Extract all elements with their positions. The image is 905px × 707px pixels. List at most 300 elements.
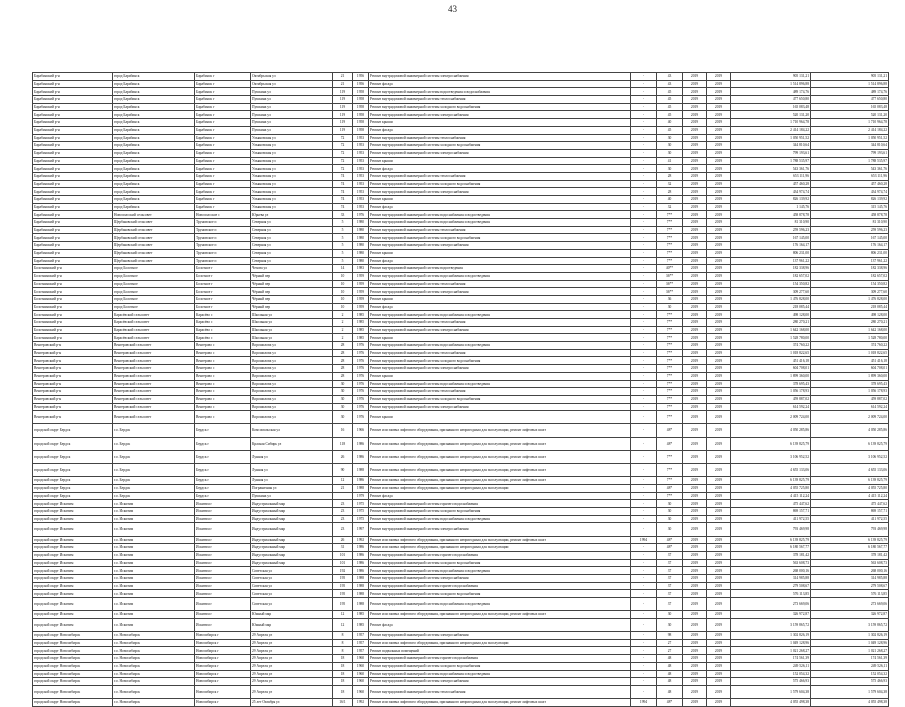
municipality-cell: городской округ Искитим xyxy=(33,618,113,631)
table-row xyxy=(33,257,889,265)
cost-fund-cell: 1 642 168,00 xyxy=(811,326,889,334)
plan-year-to-cell: 2019 xyxy=(707,188,731,196)
work-type-cell: Ремонт внутридомовой инженерной системы горячего водоснабжения xyxy=(369,582,631,590)
cost-total-cell: 1 018 822,65 xyxy=(731,349,811,357)
table-row xyxy=(33,699,889,707)
cost-total-cell: 6 139 825,79 xyxy=(731,536,811,544)
build-year-cell: 1986 xyxy=(353,559,369,567)
extra-year-cell: - xyxy=(631,303,657,311)
extra-year-cell: - xyxy=(631,126,657,134)
settlement-cell: г.о. Бердск xyxy=(113,477,195,485)
cost-total-cell: 378 181,42 xyxy=(731,551,811,559)
municipality-cell: Барабинский р-н xyxy=(33,157,113,165)
house-number-cell: 26 xyxy=(333,450,353,463)
locality-cell: Венгерово с xyxy=(195,357,251,365)
settlement-cell: Карасёвский сельсовет xyxy=(113,319,195,327)
plan-year-from-cell: 2019 xyxy=(683,523,707,536)
work-type-cell: Ремонт фасада xyxy=(369,257,631,265)
street-cell: Ворошилова ул xyxy=(251,380,333,388)
locality-cell: Барабинск г xyxy=(195,134,251,142)
plan-year-from-cell: 2019 xyxy=(683,411,707,424)
plan-year-from-cell: 2019 xyxy=(683,618,707,631)
house-number-cell: 119 xyxy=(333,96,353,104)
street-cell: Ульяновская ул xyxy=(251,188,333,196)
locality-cell: Искитим г xyxy=(195,618,251,631)
locality-cell: Карасёво с xyxy=(195,334,251,342)
work-type-cell: Ремонт внутридомовой инженерной системы теплоснабжения xyxy=(369,319,631,327)
settlement-cell: Венгеровский сельсовет xyxy=(113,388,195,396)
plan-year-to-cell: 2019 xyxy=(707,484,731,492)
table-row xyxy=(33,326,889,334)
work-type-cell: Ремонт фасада xyxy=(369,492,631,500)
plan-year-to-cell: 2019 xyxy=(707,311,731,319)
cost-total-cell: 498 128,00 xyxy=(731,311,811,319)
registry-table-wrap xyxy=(32,72,888,707)
plan-year-to-cell: 2019 xyxy=(707,424,731,437)
build-year-cell: 1959 xyxy=(353,272,369,280)
cost-total-cell: 543 361,76 xyxy=(731,165,811,173)
street-cell: Школьная ул xyxy=(251,311,333,319)
work-type-cell: Ремонт внутридомовой инженерной системы горячего водоснабжения xyxy=(369,655,631,663)
cost-fund-cell: 563 608,73 xyxy=(811,559,889,567)
plan-year-from-cell: 2019 xyxy=(683,544,707,552)
settlement-cell: город Барабинск xyxy=(113,188,195,196)
settlement-cell: город Барабинск xyxy=(113,96,195,104)
wear-percent-cell: 37 xyxy=(657,598,683,611)
wear-percent-cell: 30 xyxy=(657,303,683,311)
house-number-cell: 8 xyxy=(333,647,353,655)
municipality-cell: городской округ Бердск xyxy=(33,477,113,485)
cost-fund-cell: 1 899 360,00 xyxy=(811,372,889,380)
build-year-cell: 1980 xyxy=(353,226,369,234)
extra-year-cell: - xyxy=(631,523,657,536)
street-cell: Ворошилова ул xyxy=(251,357,333,365)
work-type-cell: Ремонт или замена лифтового оборудования, признанного непригодным для эксплуатации, ремонт лифтовых шахт xyxy=(369,464,631,477)
extra-year-cell: - xyxy=(631,380,657,388)
cost-fund-cell: 6 139 825,79 xyxy=(811,536,889,544)
house-number-cell: 21 xyxy=(333,80,353,88)
municipality-cell: городской округ Бердск xyxy=(33,424,113,437)
house-number-cell: 195 xyxy=(333,574,353,582)
settlement-cell: Венгеровский сельсовет xyxy=(113,365,195,373)
locality-cell: Искитим г xyxy=(195,582,251,590)
table-row xyxy=(33,582,889,590)
street-cell: Ворошилова ул xyxy=(251,349,333,357)
settlement-cell: Венгеровский сельсовет xyxy=(113,403,195,411)
house-number-cell: 119 xyxy=(333,88,353,96)
work-type-cell: Ремонт внутридомовой инженерной системы холодного водоснабжения xyxy=(369,180,631,188)
work-type-cell: Ремонт внутридомовой инженерной системы холодного водоснабжения xyxy=(369,559,631,567)
cost-total-cell: 1 056 178,93 xyxy=(731,388,811,396)
plan-year-from-cell: 2019 xyxy=(683,484,707,492)
street-cell: Октябрьская ул xyxy=(251,80,333,88)
locality-cell: Барабинск г xyxy=(195,203,251,211)
plan-year-from-cell: 2019 xyxy=(683,349,707,357)
street-cell: Школьная ул xyxy=(251,326,333,334)
street-cell: Чёрный пер xyxy=(251,272,333,280)
locality-cell: Венгерово с xyxy=(195,342,251,350)
build-year-cell: 1953 xyxy=(353,165,369,173)
municipality-cell: городской округ Бердск xyxy=(33,437,113,450)
table-row xyxy=(33,188,889,196)
house-number-cell: 90 xyxy=(333,464,353,477)
street-cell: Ульяновская ул xyxy=(251,196,333,204)
wear-percent-cell: 48* xyxy=(657,699,683,707)
locality-cell: Бердск г xyxy=(195,424,251,437)
locality-cell: Барабинск г xyxy=(195,172,251,180)
table-row xyxy=(33,149,889,157)
wear-percent-cell: 48* xyxy=(657,484,683,492)
wear-percent-cell: 7** xyxy=(657,219,683,227)
table-row xyxy=(33,515,889,523)
build-year-cell: 1966 xyxy=(353,424,369,437)
locality-cell: Искитим г xyxy=(195,574,251,582)
cost-fund-cell: 378 695,43 xyxy=(811,380,889,388)
settlement-cell: Щербаковский сельсовет xyxy=(113,257,195,265)
extra-year-cell: - xyxy=(631,142,657,150)
municipality-cell: Болотнинский р-н xyxy=(33,319,113,327)
work-type-cell: Ремонт фасада xyxy=(369,303,631,311)
municipality-cell: Венгеровский р-н xyxy=(33,365,113,373)
build-year-cell: 1953 xyxy=(353,142,369,150)
house-number-cell: 28 xyxy=(333,365,353,373)
cost-fund-cell: 477 650,80 xyxy=(811,96,889,104)
work-type-cell: Ремонт внутридомовой инженерной системы водоснабжения и водоотведения xyxy=(369,211,631,219)
settlement-cell: г.о. Новосибирск xyxy=(113,685,195,698)
plan-year-to-cell: 2019 xyxy=(707,96,731,104)
wear-percent-cell: 7** xyxy=(657,211,683,219)
house-number-cell: 101 xyxy=(333,551,353,559)
locality-cell: Новосибирск г xyxy=(195,685,251,698)
extra-year-cell: - xyxy=(631,388,657,396)
house-number-cell: 74 xyxy=(333,203,353,211)
cost-fund-cell: 378 181,42 xyxy=(811,551,889,559)
wear-percent-cell: 7** xyxy=(657,249,683,257)
plan-year-to-cell: 2019 xyxy=(707,492,731,500)
table-row xyxy=(33,437,889,450)
plan-year-to-cell: 2019 xyxy=(707,670,731,678)
build-year-cell: 1960 xyxy=(353,685,369,698)
plan-year-from-cell: 2019 xyxy=(683,424,707,437)
settlement-cell: Венгеровский сельсовет xyxy=(113,380,195,388)
plan-year-from-cell: 2019 xyxy=(683,515,707,523)
table-row xyxy=(33,80,889,88)
municipality-cell: Барабинский р-н xyxy=(33,211,113,219)
street-cell: Ворошилова ул xyxy=(251,372,333,380)
extra-year-cell: - xyxy=(631,544,657,552)
house-number-cell: 74 xyxy=(333,196,353,204)
cost-total-cell: 165 083,48 xyxy=(731,103,811,111)
street-cell: Пушкина ул xyxy=(251,103,333,111)
table-row xyxy=(33,395,889,403)
municipality-cell: городской округ Бердск xyxy=(33,484,113,492)
street-cell: 29 Апреля ул xyxy=(251,685,333,698)
build-year-cell: 1957 xyxy=(353,632,369,640)
house-number-cell: 195 xyxy=(333,582,353,590)
plan-year-to-cell: 2019 xyxy=(707,639,731,647)
plan-year-to-cell: 2019 xyxy=(707,142,731,150)
work-type-cell: Ремонт внутридомовой инженерной системы теплоснабжения xyxy=(369,349,631,357)
cost-total-cell: 280 270,21 xyxy=(731,319,811,327)
house-number-cell: 12 xyxy=(333,618,353,631)
cost-fund-cell: 4 655 133,06 xyxy=(811,464,889,477)
plan-year-from-cell: 2019 xyxy=(683,157,707,165)
wear-percent-cell: 7** xyxy=(657,464,683,477)
build-year-cell: 1988 xyxy=(353,598,369,611)
municipality-cell: городской округ Искитим xyxy=(33,536,113,544)
extra-year-cell: - xyxy=(631,639,657,647)
plan-year-to-cell: 2019 xyxy=(707,226,731,234)
street-cell: Ульяновская ул xyxy=(251,180,333,188)
street-cell: Советская ул xyxy=(251,582,333,590)
table-row xyxy=(33,134,889,142)
house-number-cell: 5 xyxy=(333,234,353,242)
plan-year-to-cell: 2019 xyxy=(707,536,731,544)
extra-year-cell: - xyxy=(631,655,657,663)
locality-cell: Новосибирск г xyxy=(195,670,251,678)
settlement-cell: г.о. Бердск xyxy=(113,450,195,463)
table-row xyxy=(33,111,889,119)
work-type-cell: Ремонт внутридомовой инженерной системы водоотведения xyxy=(369,265,631,273)
house-number-cell: 8 xyxy=(333,639,353,647)
plan-year-from-cell: 2019 xyxy=(683,582,707,590)
wear-percent-cell: 37 xyxy=(657,574,683,582)
build-year-cell: 1986 xyxy=(353,450,369,463)
cost-fund-cell: 137 961,22 xyxy=(811,257,889,265)
cost-fund-cell: 520 131,20 xyxy=(811,111,889,119)
settlement-cell: Щербаковский сельсовет xyxy=(113,234,195,242)
registry-table xyxy=(32,72,889,707)
wear-percent-cell: 28 xyxy=(657,188,683,196)
work-type-cell: Ремонт внутридомовой инженерной системы теплоснабжения xyxy=(369,96,631,104)
plan-year-from-cell: 2019 xyxy=(683,142,707,150)
extra-year-cell: - xyxy=(631,647,657,655)
settlement-cell: город Болотное xyxy=(113,272,195,280)
wear-percent-cell: 37 xyxy=(657,559,683,567)
house-number-cell: 72 xyxy=(333,165,353,173)
extra-year-cell: - xyxy=(631,598,657,611)
extra-year-cell: - xyxy=(631,357,657,365)
house-number-cell: 5 xyxy=(333,242,353,250)
house-number-cell: 28 xyxy=(333,357,353,365)
settlement-cell: город Барабинск xyxy=(113,119,195,127)
cost-total-cell: 458 878,78 xyxy=(731,211,811,219)
extra-year-cell: - xyxy=(631,180,657,188)
street-cell: Октябрьская ул xyxy=(251,73,333,81)
settlement-cell: г.о. Новосибирск xyxy=(113,655,195,663)
extra-year-cell: - xyxy=(631,411,657,424)
locality-cell: Карасёво с xyxy=(195,319,251,327)
build-year-cell: 1959 xyxy=(353,303,369,311)
street-cell: Ворошилова ул xyxy=(251,395,333,403)
locality-cell: Новосибирск г xyxy=(195,632,251,640)
extra-year-cell: - xyxy=(631,507,657,515)
cost-total-cell: 309 277,60 xyxy=(731,288,811,296)
house-number-cell: 5 xyxy=(333,219,353,227)
table-row xyxy=(33,342,889,350)
cost-fund-cell: 543 361,76 xyxy=(811,165,889,173)
municipality-cell: Венгеровский р-н xyxy=(33,380,113,388)
cost-total-cell: 1 528 780,00 xyxy=(731,334,811,342)
build-year-cell: 1953 xyxy=(353,180,369,188)
cost-total-cell: 614 592,24 xyxy=(731,403,811,411)
street-cell: 29 Апреля ул xyxy=(251,662,333,670)
build-year-cell: 1953 xyxy=(353,203,369,211)
plan-year-from-cell: 2019 xyxy=(683,450,707,463)
cost-total-cell: 2 009 724,00 xyxy=(731,411,811,424)
house-number-cell: 195 xyxy=(333,598,353,611)
extra-year-cell: - xyxy=(631,551,657,559)
municipality-cell: городской округ Искитим xyxy=(33,590,113,598)
plan-year-from-cell: 2019 xyxy=(683,632,707,640)
cost-total-cell: 1 788 535,97 xyxy=(731,157,811,165)
street-cell: Лунная ул xyxy=(251,477,333,485)
locality-cell: Венгерово с xyxy=(195,395,251,403)
work-type-cell: Ремонт или замена лифтового оборудования, признанного непригодным для эксплуатации, ремонт лифтовых шахт xyxy=(369,477,631,485)
build-year-cell: 1958 xyxy=(353,88,369,96)
extra-year-cell: 1994 xyxy=(631,536,657,544)
municipality-cell: городской округ Новосибирск xyxy=(33,699,113,707)
plan-year-to-cell: 2019 xyxy=(707,388,731,396)
cost-total-cell: 152 054,32 xyxy=(731,670,811,678)
street-cell: Индустриальный мкр xyxy=(251,500,333,508)
plan-year-from-cell: 2019 xyxy=(683,372,707,380)
cost-total-cell: 1 514 896,88 xyxy=(731,80,811,88)
plan-year-from-cell: 2019 xyxy=(683,567,707,575)
settlement-cell: город Барабинск xyxy=(113,126,195,134)
table-row xyxy=(33,219,889,227)
settlement-cell: город Барабинск xyxy=(113,88,195,96)
build-year-cell: 1979 xyxy=(353,492,369,500)
street-cell: Ворошилова ул xyxy=(251,403,333,411)
plan-year-to-cell: 2019 xyxy=(707,172,731,180)
municipality-cell: городской округ Новосибирск xyxy=(33,678,113,686)
municipality-cell: Венгеровский р-н xyxy=(33,342,113,350)
locality-cell: Труновское п xyxy=(195,234,251,242)
cost-fund-cell: 268 000,16 xyxy=(811,567,889,575)
cost-total-cell: 451 416,18 xyxy=(731,357,811,365)
wear-percent-cell: 36 xyxy=(657,295,683,303)
house-number-cell: 101 xyxy=(333,559,353,567)
street-cell: Юрьева ул xyxy=(251,211,333,219)
cost-total-cell: 249 526,11 xyxy=(731,662,811,670)
build-year-cell: 1959 xyxy=(353,288,369,296)
municipality-cell: Барабинский р-н xyxy=(33,73,113,81)
locality-cell: Венгерово с xyxy=(195,349,251,357)
build-year-cell: 1960 xyxy=(353,655,369,663)
table-row xyxy=(33,334,889,342)
house-number-cell: 10 xyxy=(333,280,353,288)
locality-cell: Барабинск г xyxy=(195,196,251,204)
settlement-cell: Карасёвский сельсовет xyxy=(113,334,195,342)
wear-percent-cell: 36** xyxy=(657,272,683,280)
table-row xyxy=(33,249,889,257)
cost-fund-cell: 152 054,32 xyxy=(811,670,889,678)
house-number-cell: 5 xyxy=(333,226,353,234)
cost-fund-cell: 905 131,21 xyxy=(811,73,889,81)
work-type-cell: Ремонт или замена лифтового оборудования, признанного непригодным для эксплуатации xyxy=(369,639,631,647)
extra-year-cell: - xyxy=(631,349,657,357)
table-row xyxy=(33,234,889,242)
extra-year-cell: - xyxy=(631,500,657,508)
locality-cell: Новосибирск г xyxy=(195,655,251,663)
street-cell: Комсомольская ул xyxy=(251,424,333,437)
plan-year-from-cell: 2019 xyxy=(683,574,707,582)
build-year-cell: 1975 xyxy=(353,500,369,508)
work-type-cell: Ремонт фасада xyxy=(369,203,631,211)
house-number-cell: 23 xyxy=(333,500,353,508)
municipality-cell: Барабинский р-н xyxy=(33,203,113,211)
cost-fund-cell: 326 972,87 xyxy=(811,611,889,619)
locality-cell: Болотное г xyxy=(195,295,251,303)
extra-year-cell: - xyxy=(631,342,657,350)
settlement-cell: г.о. Искитим xyxy=(113,590,195,598)
build-year-cell: 1988 xyxy=(353,484,369,492)
table-row xyxy=(33,380,889,388)
table-row xyxy=(33,590,889,598)
cost-fund-cell: 6 139 825,79 xyxy=(811,477,889,485)
cost-fund-cell: 869 157,71 xyxy=(811,507,889,515)
municipality-cell: Барабинский р-н xyxy=(33,80,113,88)
wear-percent-cell: 30 xyxy=(657,611,683,619)
cost-total-cell: 793 469,98 xyxy=(731,523,811,536)
cost-total-cell: 344 810,64 xyxy=(731,142,811,150)
extra-year-cell: - xyxy=(631,670,657,678)
house-number-cell: 18 xyxy=(333,685,353,698)
extra-year-cell: - xyxy=(631,574,657,582)
cost-fund-cell: 451 416,18 xyxy=(811,357,889,365)
cost-total-cell: 1 642 168,00 xyxy=(731,326,811,334)
settlement-cell: г.о. Новосибирск xyxy=(113,662,195,670)
plan-year-to-cell: 2019 xyxy=(707,395,731,403)
locality-cell: Болотное г xyxy=(195,280,251,288)
settlement-cell: Новоспасский сельсовет xyxy=(113,211,195,219)
plan-year-from-cell: 2019 xyxy=(683,507,707,515)
cost-total-cell: 6 139 825,79 xyxy=(731,477,811,485)
build-year-cell: 1988 xyxy=(353,464,369,477)
settlement-cell: г.о. Бердск xyxy=(113,437,195,450)
cost-fund-cell: 176 164,17 xyxy=(811,242,889,250)
locality-cell: Искитим г xyxy=(195,500,251,508)
work-type-cell: Ремонт внутридомовой инженерной системы горячего водоснабжения xyxy=(369,551,631,559)
work-type-cell: Ремонт внутридомовой инженерной системы электроснабжения xyxy=(369,326,631,334)
extra-year-cell: - xyxy=(631,372,657,380)
table-row xyxy=(33,567,889,575)
plan-year-from-cell: 2019 xyxy=(683,326,707,334)
table-row xyxy=(33,403,889,411)
cost-total-cell: 378 695,43 xyxy=(731,380,811,388)
cost-fund-cell: 459 887,02 xyxy=(811,395,889,403)
cost-total-cell: 279 508,67 xyxy=(731,582,811,590)
cost-total-cell: 6 180 567,77 xyxy=(731,544,811,552)
cost-fund-cell: 806 231,00 xyxy=(811,249,889,257)
street-cell: Пушкина ул xyxy=(251,126,333,134)
extra-year-cell: - xyxy=(631,134,657,142)
cost-fund-cell: 457 460,28 xyxy=(811,180,889,188)
street-cell: Индустриальный мкр xyxy=(251,551,333,559)
work-type-cell: Ремонт внутридомовой инженерной системы электроснабжения xyxy=(369,188,631,196)
plan-year-to-cell: 2019 xyxy=(707,211,731,219)
cost-fund-cell: 1 021 268,27 xyxy=(811,647,889,655)
settlement-cell: Венгеровский сельсовет xyxy=(113,395,195,403)
work-type-cell: Ремонт внутридомовой инженерной системы горячего водоснабжения xyxy=(369,500,631,508)
municipality-cell: Болотнинский р-н xyxy=(33,272,113,280)
table-row xyxy=(33,311,889,319)
house-number-cell: 23 xyxy=(333,523,353,536)
settlement-cell: Щербаковский сельсовет xyxy=(113,226,195,234)
build-year-cell: 1980 xyxy=(353,257,369,265)
cost-fund-cell: 314 985,88 xyxy=(811,574,889,582)
